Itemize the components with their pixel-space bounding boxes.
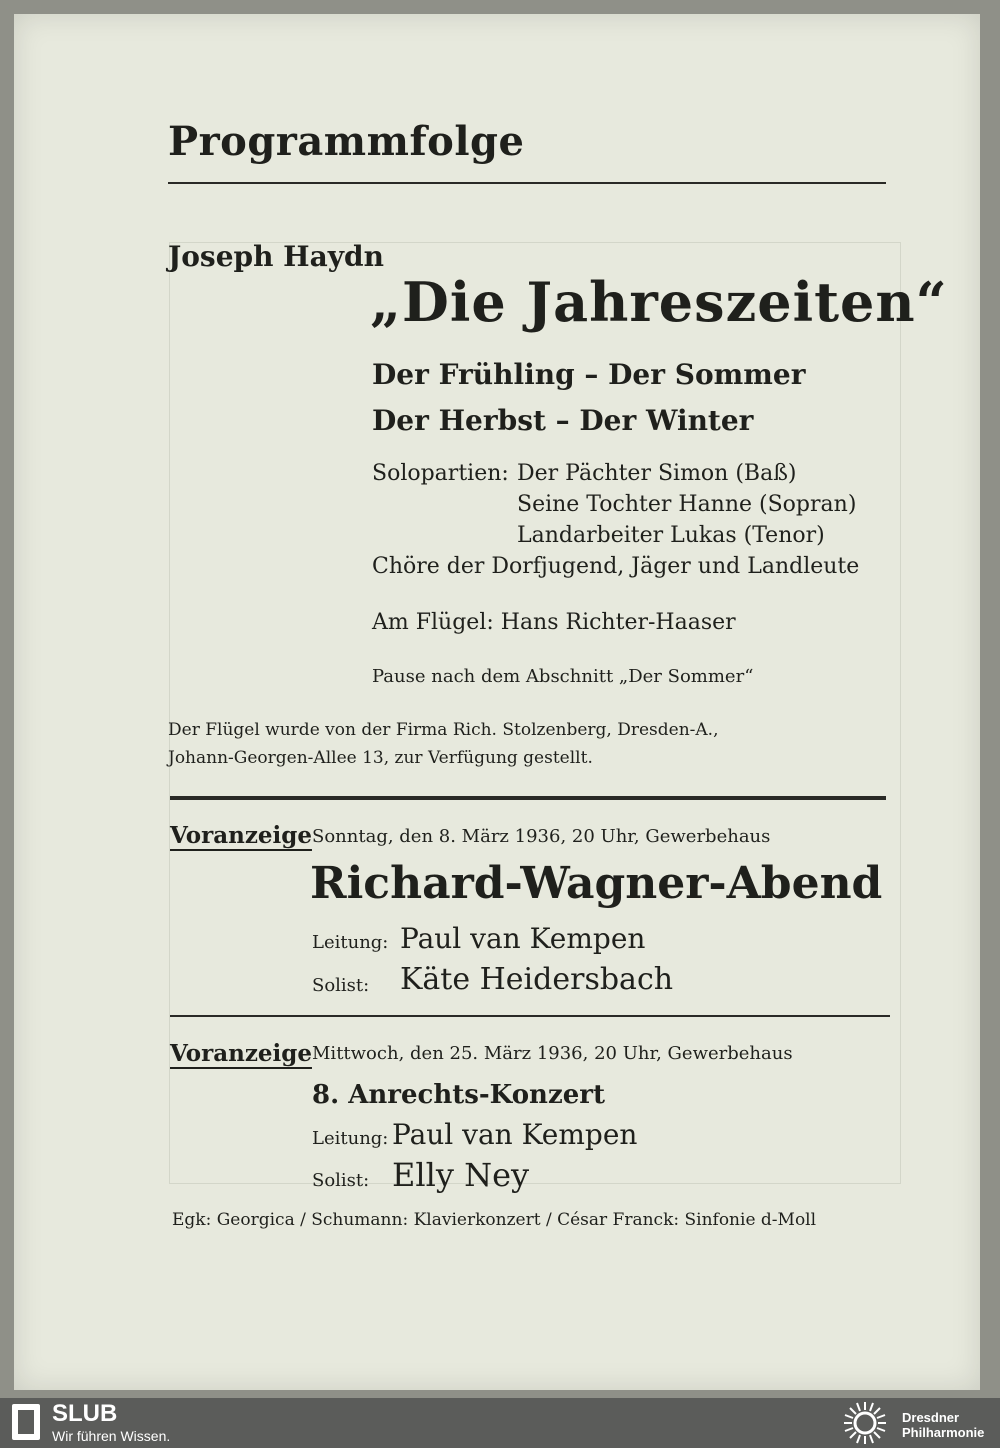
- parts-line-2: Der Herbst – Der Winter: [372, 404, 754, 437]
- solist-label-2: Solist:: [312, 1170, 370, 1191]
- footer-bar: [0, 1398, 1000, 1448]
- section-rule: [170, 1015, 890, 1017]
- solo-label: Solopartien:: [372, 461, 509, 486]
- slub-name: SLUB: [52, 1400, 118, 1427]
- dp-name-line-1: Dresdner: [902, 1410, 960, 1425]
- solist-name-2: Elly Ney: [392, 1156, 530, 1194]
- solist-label-1: Solist:: [312, 975, 370, 996]
- parts-line-1: Der Frühling – Der Sommer: [372, 358, 806, 391]
- soloist-2: Seine Tochter Hanne (Sopran): [517, 492, 857, 517]
- soloist-1: Der Pächter Simon (Baß): [517, 461, 797, 486]
- pause-note: Pause nach dem Abschnitt „Der Sommer“: [372, 666, 754, 687]
- credit-line-1: Der Flügel wurde von der Firma Rich. Stolzenberg, Dresden-A.,: [168, 720, 719, 740]
- announcement-title-2: 8. Anrechts-Konzert: [312, 1080, 605, 1110]
- leitung-name-1: Paul van Kempen: [400, 922, 646, 955]
- heading-rule: [168, 182, 886, 184]
- slub-logo-icon: [12, 1404, 40, 1440]
- credit-line-2: Johann-Georgen-Allee 13, zur Verfügung gestellt.: [168, 748, 593, 768]
- work-title: „Die Jahreszeiten“: [370, 270, 948, 334]
- announcement-date-2: Mittwoch, den 25. März 1936, 20 Uhr, Gewerbehaus: [312, 1043, 793, 1064]
- slub-tagline: Wir führen Wissen.: [52, 1428, 171, 1444]
- page-heading: Programmfolge: [168, 118, 525, 165]
- dresdner-philharmonie-logo-icon: [842, 1400, 888, 1446]
- leitung-label-2: Leitung:: [312, 1128, 389, 1149]
- leitung-name-2: Paul van Kempen: [392, 1118, 638, 1151]
- piano-line: Am Flügel: Hans Richter-Haaser: [372, 610, 736, 635]
- soloist-3: Landarbeiter Lukas (Tenor): [517, 523, 825, 548]
- announcement-date-1: Sonntag, den 8. März 1936, 20 Uhr, Gewerbehaus: [312, 826, 771, 847]
- dp-name-line-2: Philharmonie: [902, 1425, 985, 1440]
- section-rule-thick: [170, 796, 886, 800]
- solist-name-1: Käte Heidersbach: [400, 962, 674, 997]
- leitung-label-1: Leitung:: [312, 932, 389, 953]
- composer-name: Joseph Haydn: [168, 240, 384, 273]
- announcement-label-1: Voranzeige: [170, 822, 312, 849]
- choir-line: Chöre der Dorfjugend, Jäger und Landleute: [372, 554, 860, 579]
- announcement-label-2: Voranzeige: [170, 1040, 312, 1067]
- repertoire-line: Egk: Georgica / Schumann: Klavierkonzert / César Franck: Sinfonie d-Moll: [172, 1210, 817, 1230]
- announcement-title-1: Richard-Wagner-Abend: [310, 858, 883, 909]
